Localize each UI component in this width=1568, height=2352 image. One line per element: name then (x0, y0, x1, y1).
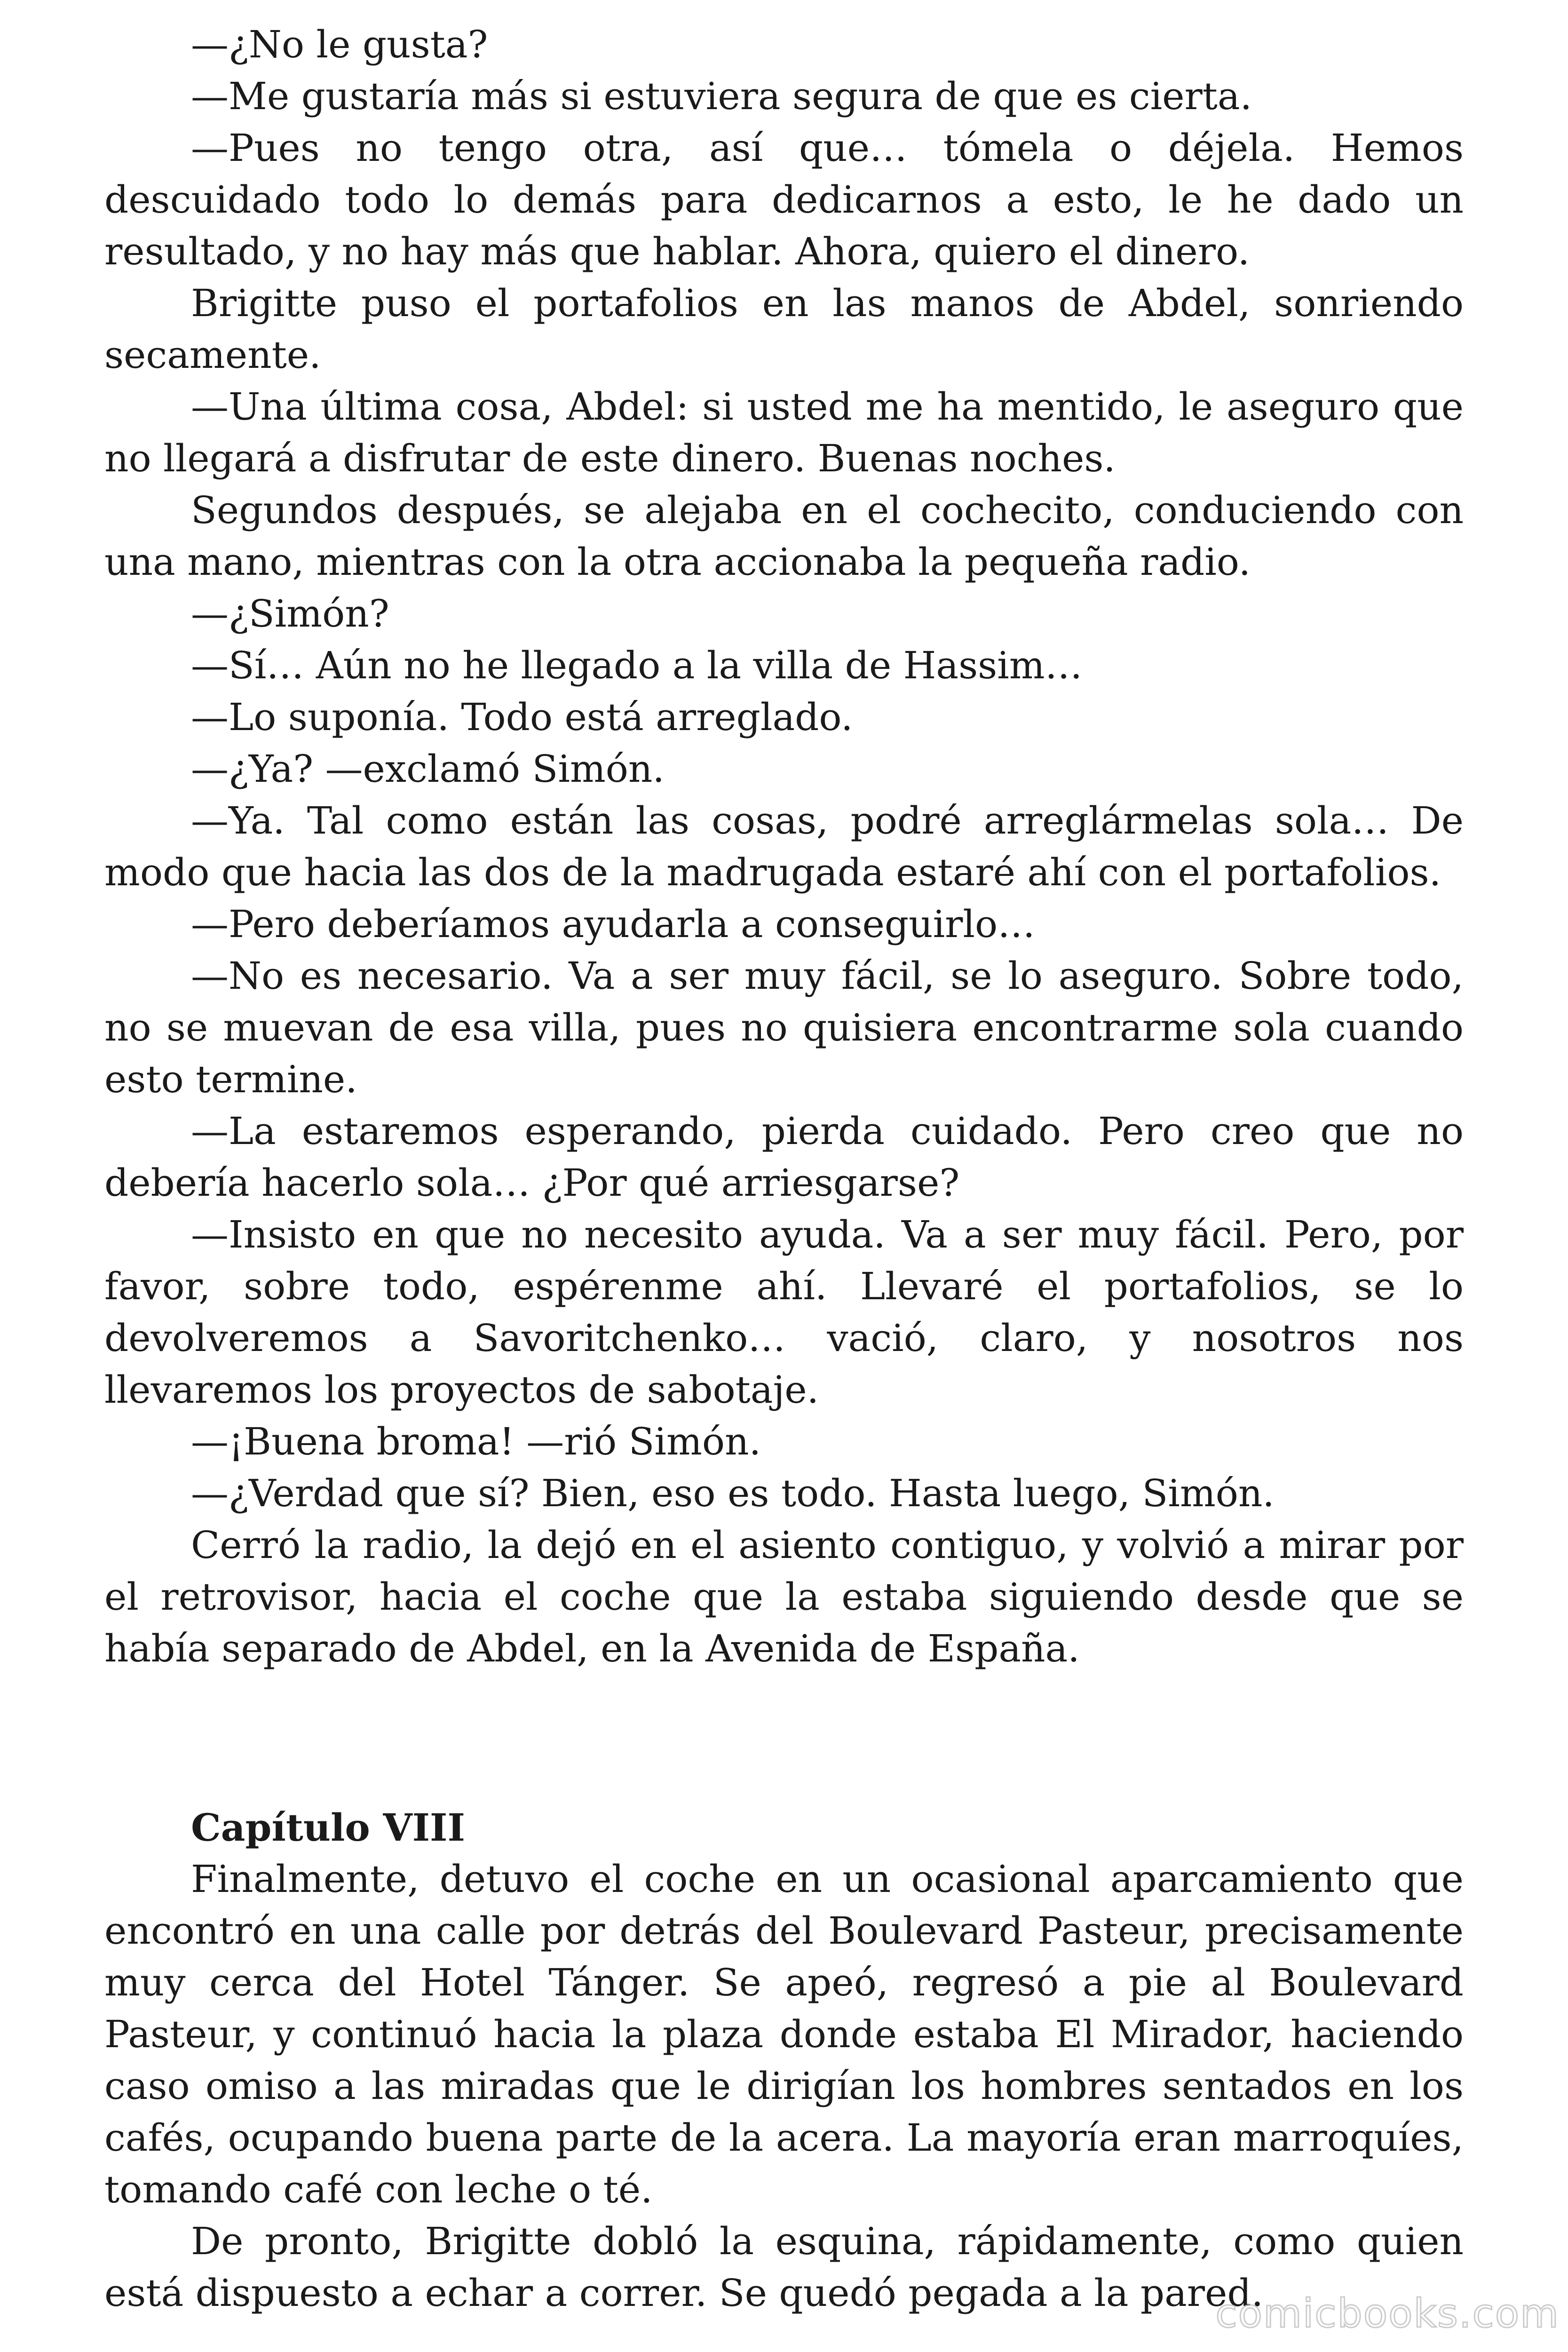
page-body (104, 19, 1464, 2319)
text-section-after (104, 1853, 1464, 2319)
paragraph: —Ya. Tal como están las cosas, podré arreglármelas sola… De modo que hacia las dos de la madrugada estaré ahí con el portafolios. (104, 799, 1464, 894)
paragraph: —¿Ya? —exclamó Simón. (191, 747, 665, 791)
chapter-title: Capítulo VIII (191, 1805, 465, 1850)
text-section-before (104, 19, 1464, 1675)
section-break (104, 1675, 1464, 1802)
paragraph: —Sí… Aún no he llegado a la villa de Hassim… (191, 644, 1083, 687)
paragraph: —Insisto en que no necesito ayuda. Va a ser muy fácil. Pero, por favor, sobre todo, espérenme ahí. Llevaré el portafolios, se lo devolveremos a Savoritchenko… vació, claro, y nosotros nos llevaremos los proyectos de sabotaje. (104, 1213, 1464, 1412)
paragraph: Brigitte puso el portafolios en las manos de Abdel, sonriendo secamente. (104, 281, 1464, 377)
watermark-text: comicbooks.com (1215, 2290, 1560, 2336)
paragraph: —Me gustaría más si estuviera segura de que es cierta. (191, 74, 1252, 118)
paragraph: —¿Simón? (191, 592, 389, 636)
paragraph: —Pues no tengo otra, así que… tómela o déjela. Hemos descuidado todo lo demás para dedicarnos a esto, le he dado un resultado, y no hay más que hablar. Ahora, quiero el dinero. (104, 126, 1464, 273)
paragraph: —¿No le gusta? (191, 23, 488, 66)
paragraph: —La estaremos esperando, pierda cuidado. Pero creo que no debería hacerlo sola… ¿Por qué arriesgarse? (104, 1109, 1464, 1205)
paragraph: Finalmente, detuvo el coche en un ocasional aparcamiento que encontró en una calle por detrás del Boulevard Pasteur, precisamente muy cerca del Hotel Tánger. Se apeó, regresó a pie al Boulevard Pasteur, y continuó hacia la plaza donde estaba El Mirador, haciendo caso omiso a las miradas que le dirigían los hombres sentados en los cafés, ocupando buena parte de la acera. La mayoría eran marroquíes, tomando café con leche o té. (104, 1857, 1464, 2211)
paragraph: De pronto, Brigitte dobló la esquina, rápidamente, como quien está dispuesto a echar a correr. Se quedó pegada a la pared. (104, 2219, 1464, 2315)
paragraph: —Una última cosa, Abdel: si usted me ha mentido, le aseguro que no llegará a disfrutar de este dinero. Buenas noches. (104, 385, 1464, 480)
paragraph: —¿Verdad que sí? Bien, eso es todo. Hasta luego, Simón. (191, 1471, 1275, 1515)
paragraph: —Pero deberíamos ayudarla a conseguirlo… (191, 902, 1036, 946)
paragraph: —Lo suponía. Todo está arreglado. (191, 695, 853, 739)
paragraph: Segundos después, se alejaba en el cochecito, conduciendo con una mano, mientras con la otra accionaba la pequeña radio. (104, 488, 1464, 584)
paragraph: Cerró la radio, la dejó en el asiento contiguo, y volvió a mirar por el retrovisor, hacia el coche que la estaba siguiendo desde que se había separado de Abdel, en la Avenida de España. (104, 1523, 1464, 1670)
paragraph: —No es necesario. Va a ser muy fácil, se lo aseguro. Sobre todo, no se muevan de esa villa, pues no quisiera encontrarme sola cuando esto termine. (104, 954, 1464, 1101)
paragraph: —¡Buena broma! —rió Simón. (191, 1420, 761, 1463)
